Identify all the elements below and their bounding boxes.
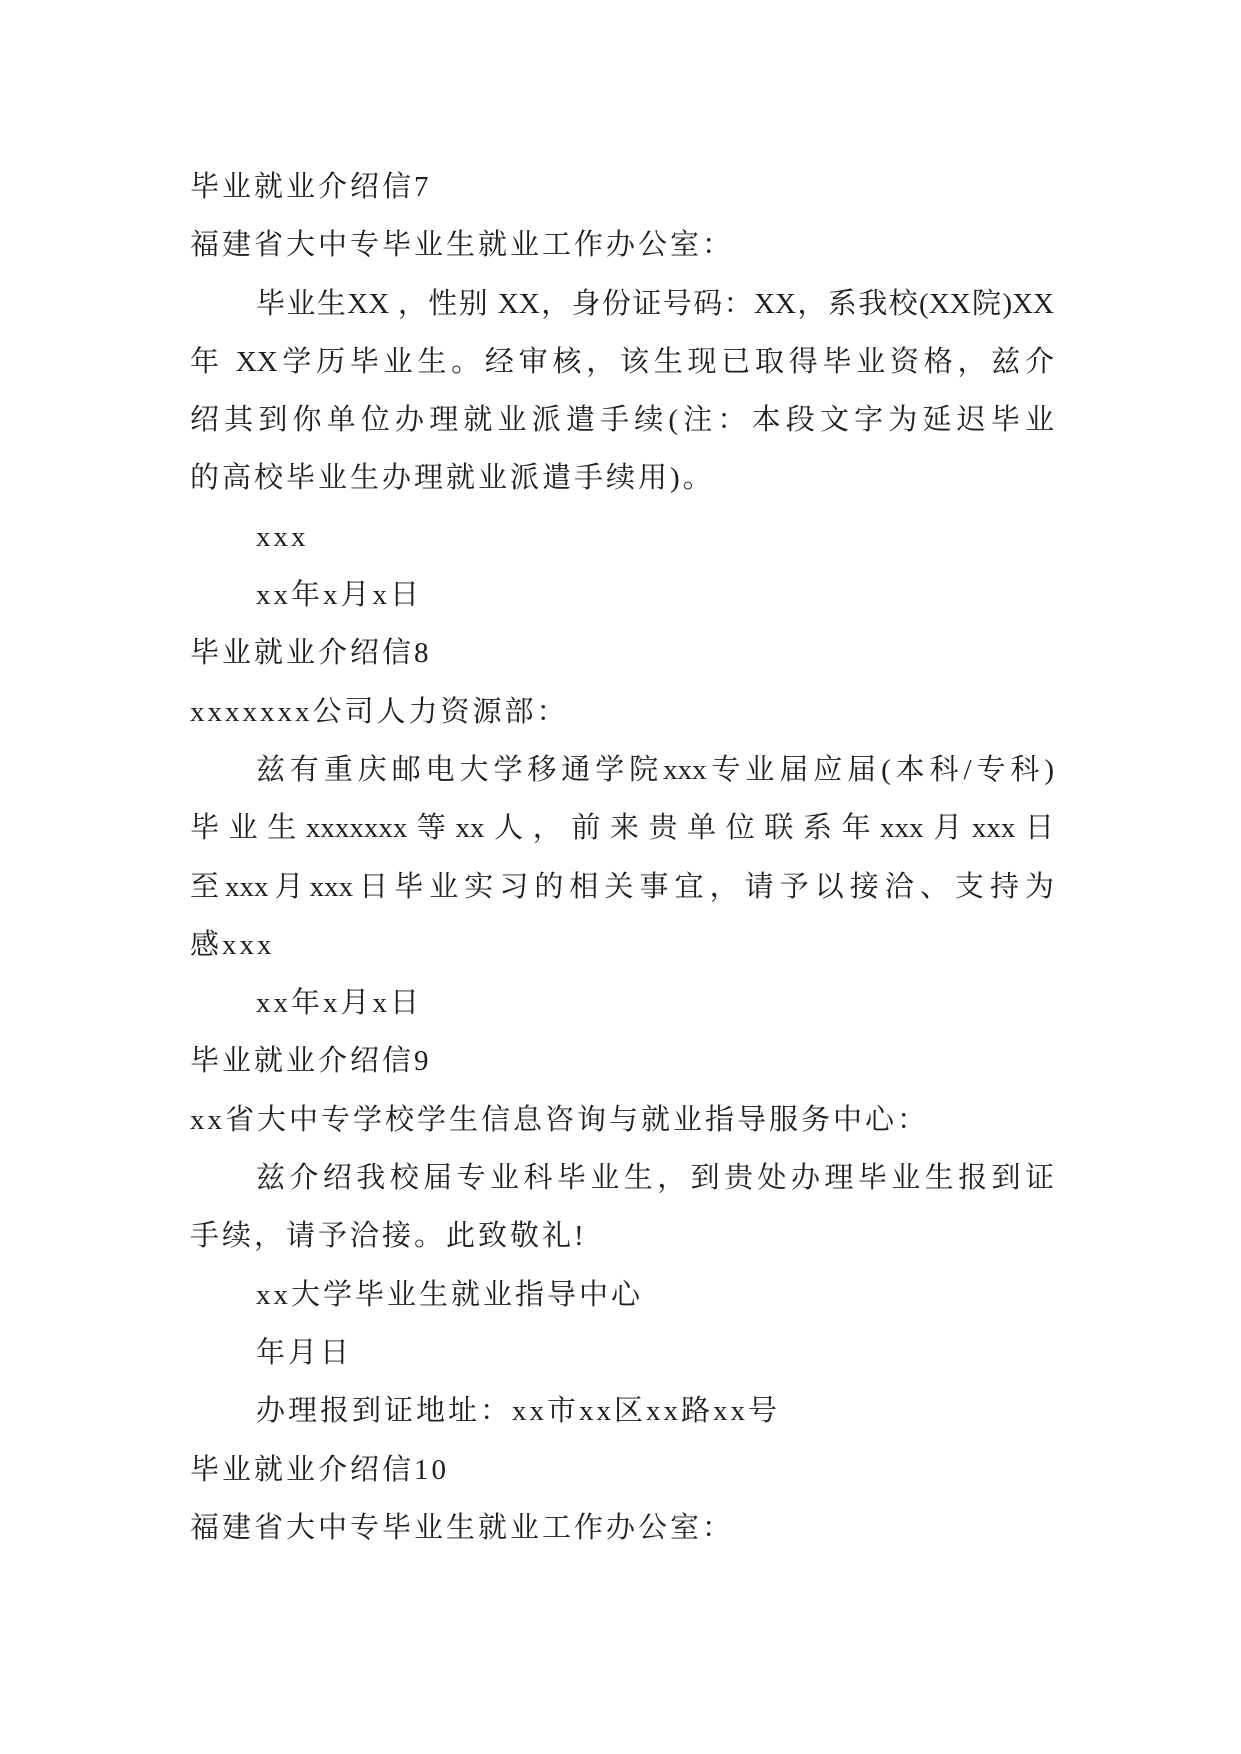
recipient-line: 福建省大中专毕业生就业工作办公室： (190, 229, 735, 262)
letter-heading: 毕业就业介绍信7 (190, 171, 432, 203)
date-line: xx年x月x日 (256, 579, 423, 612)
date-line: xx年x月x日 (256, 987, 423, 1020)
recipient-line: xxxxxxx公司人力资源部： (190, 695, 569, 728)
address-note: 办理报到证地址：xx市xx区xx路xx号 (256, 1395, 781, 1428)
body-line: 毕业生XX ，性别 XX，身份证号码：XX，系我校(XX院)XX (256, 287, 1054, 320)
body-line: 年 XX学历毕业生。经审核，该生现已取得毕业资格，兹介 (190, 345, 1054, 378)
signature-line: xxx (256, 520, 309, 553)
body-line: 毕业生xxxxxxx等xx人，前来贵单位联系年xxx月xxx日 (190, 812, 1054, 845)
letter-section (190, 624, 1054, 1032)
letter-section (190, 1441, 1054, 1558)
body-line: 绍其到你单位办理就业派遣手续(注：本段文字为延迟毕业 (190, 404, 1054, 437)
signature-line: xx大学毕业生就业指导中心 (256, 1278, 644, 1311)
body-line: 兹介绍我校届专业科毕业生，到贵处办理毕业生报到证 (256, 1162, 1054, 1195)
letter-heading: 毕业就业介绍信9 (190, 1045, 432, 1078)
letter-heading: 毕业就业介绍信10 (190, 1453, 450, 1486)
body-line: 至xxx月xxx日毕业实习的相关事宜，请予以接洽、支持为 (190, 870, 1054, 903)
body-line: 的高校毕业生办理就业派遣手续用)。 (190, 462, 715, 495)
body-line: 兹有重庆邮电大学移通学院xxx专业届应届(本科/专科) (256, 753, 1054, 786)
body-line: 手续，请予洽接。此致敬礼! (190, 1220, 587, 1253)
recipient-line: xx省大中专学校学生信息咨询与就业指导服务中心： (190, 1103, 930, 1136)
letter-section (190, 158, 1054, 624)
recipient-line: 福建省大中专毕业生就业工作办公室： (190, 1511, 735, 1544)
body-line: 感xxx (190, 928, 275, 961)
letter-section (190, 1032, 1054, 1440)
letter-heading: 毕业就业介绍信8 (190, 637, 432, 670)
date-line: 年月日 (256, 1336, 353, 1369)
